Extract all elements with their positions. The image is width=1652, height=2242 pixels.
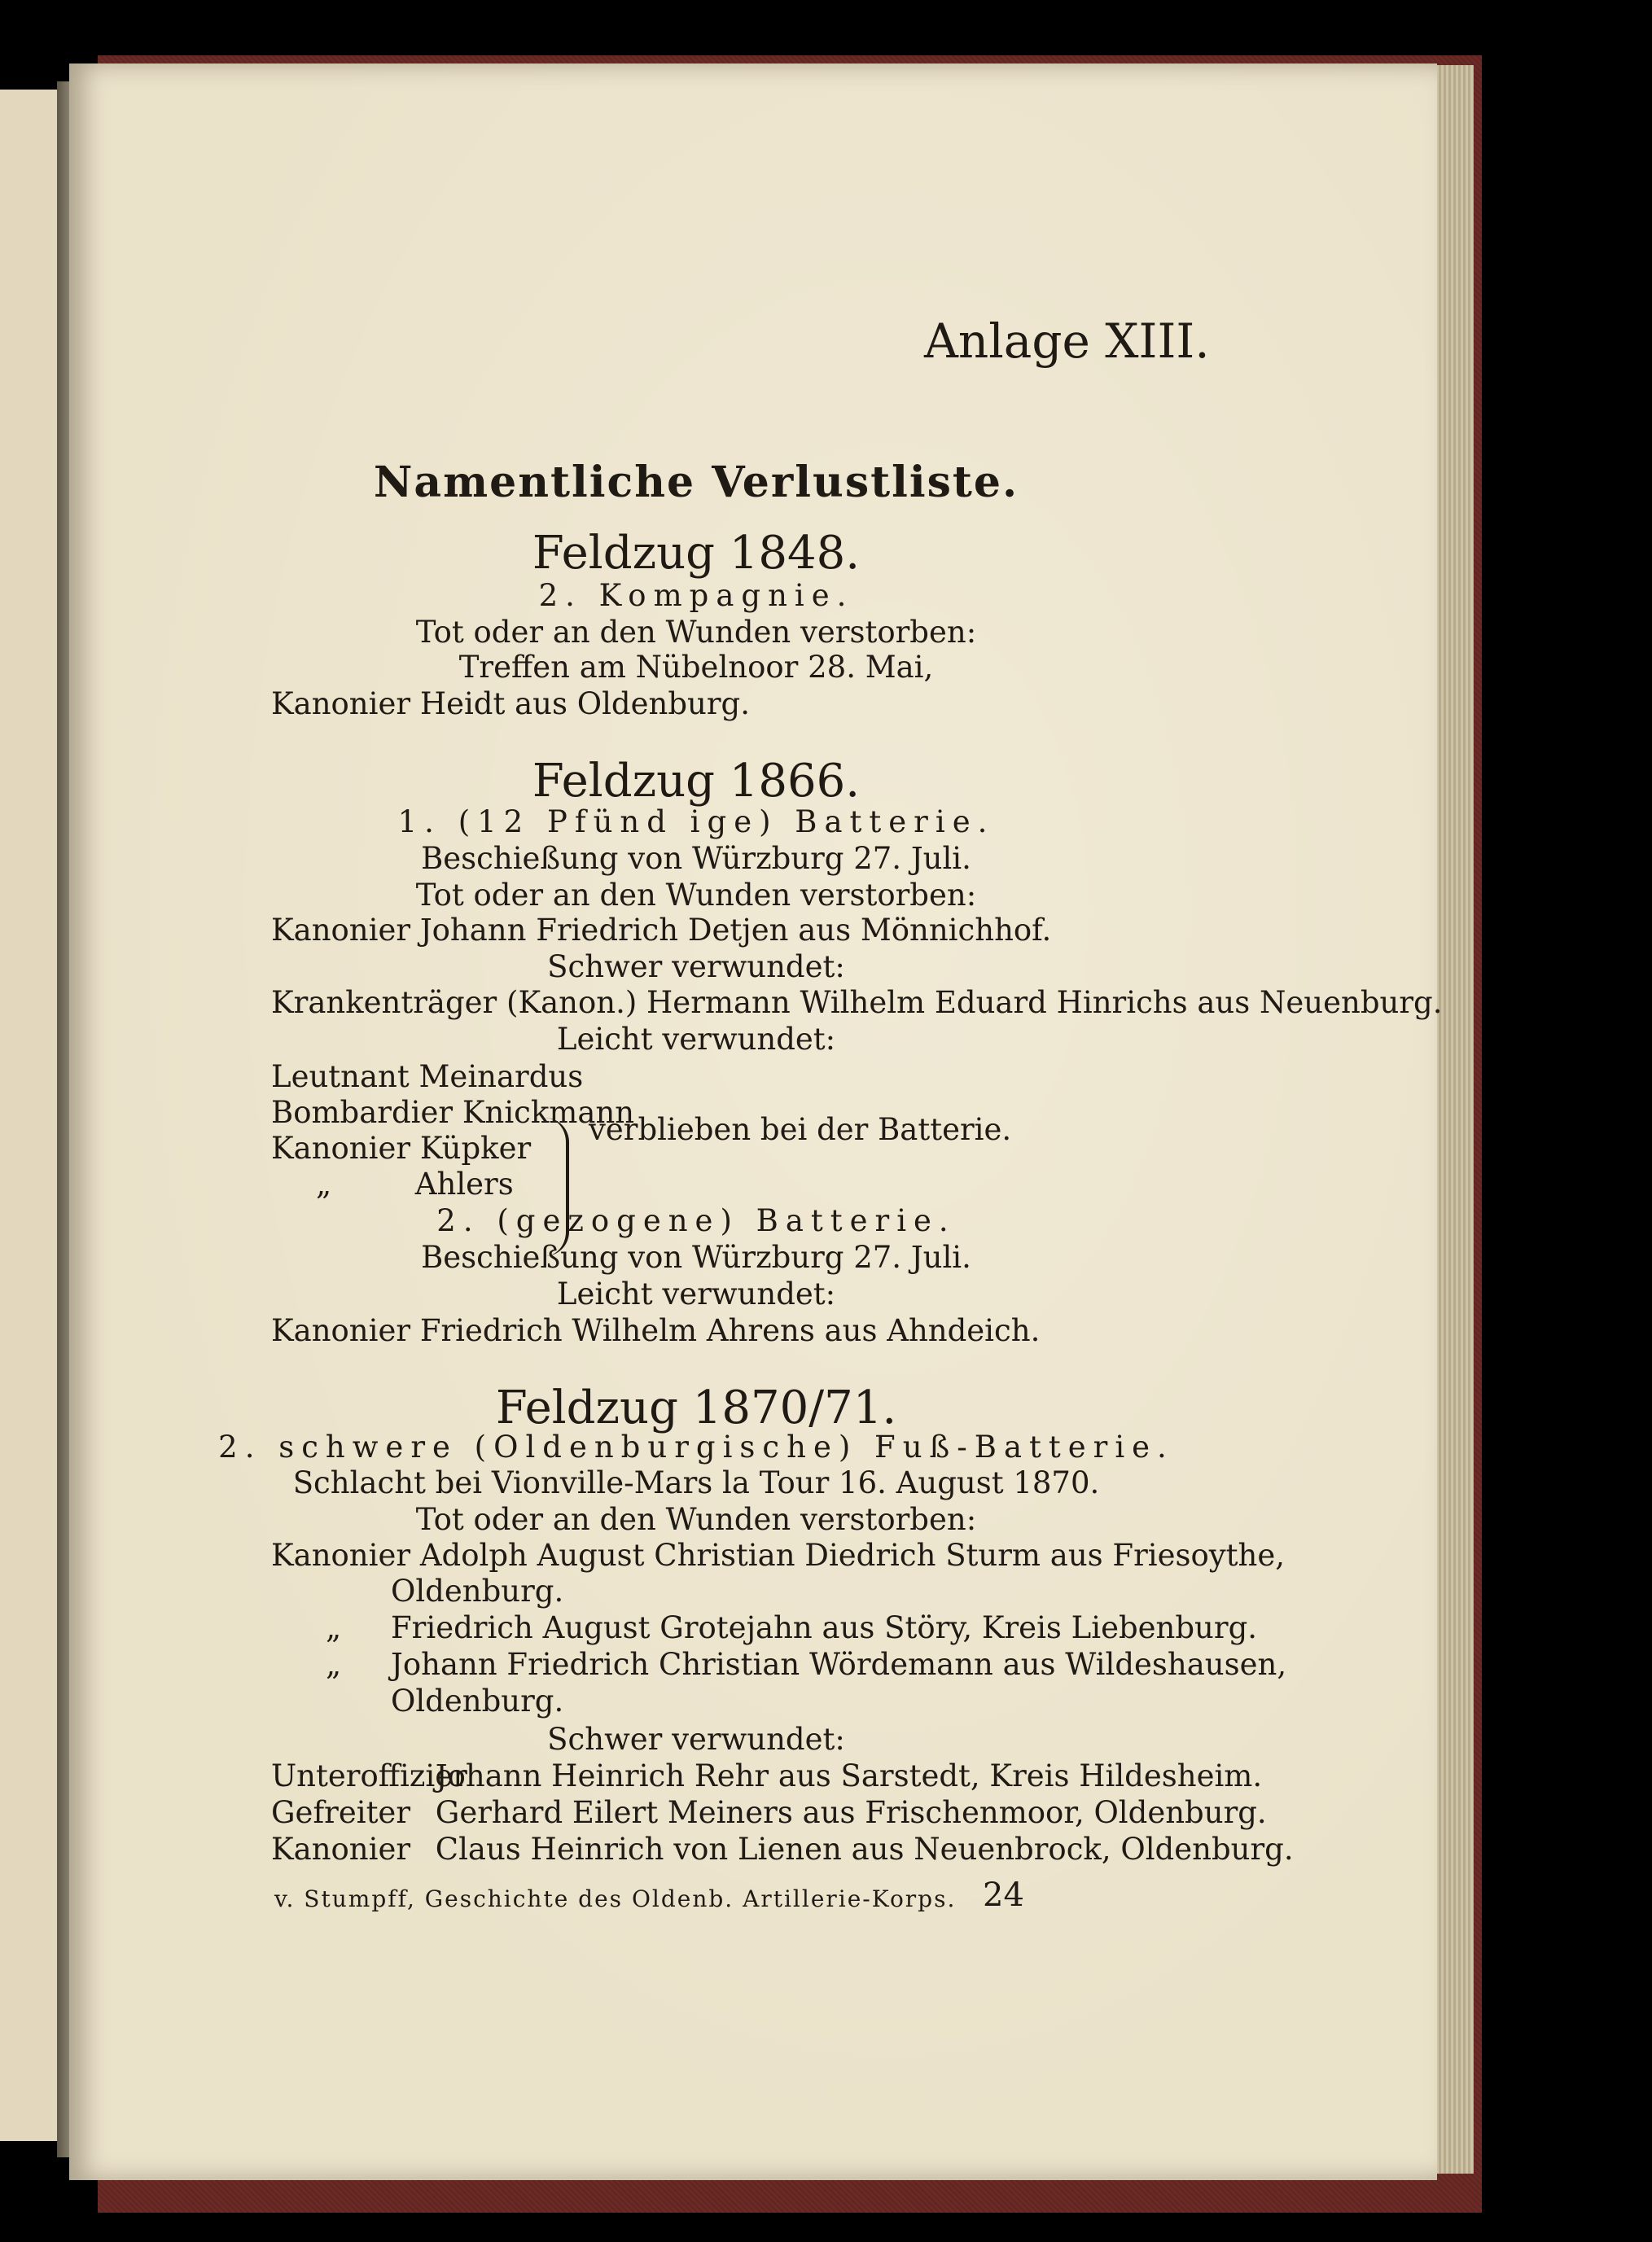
list-name: Knickmann	[462, 1095, 635, 1130]
row-rank: Unteroffizier	[271, 1758, 467, 1793]
footer-signature: v. Stumpff, Geschichte des Oldenb. Artillerie-Korps.	[274, 1885, 957, 1912]
campaign-heading-1866: Feldzug 1866.	[532, 755, 861, 808]
status2-1866: Schwer verwundet:	[547, 949, 845, 984]
entry1b-1870: Oldenburg.	[391, 1574, 564, 1609]
event-1870: Schlacht bei Vionville-Mars la Tour 16. August 1870.	[292, 1465, 1100, 1500]
list-rank: Bombardier	[271, 1095, 454, 1130]
list-row	[271, 1167, 514, 1202]
row-text: Gerhard Eilert Meiners aus Frischenmoor, Oldenburg.	[435, 1795, 1267, 1830]
event-1848: Treffen am Nübelnoor 28. Mai,	[458, 650, 934, 685]
brace-note: verblieben bei der Batterie.	[589, 1112, 1012, 1147]
unit2-1866: 2. (gezogene) Batterie.	[436, 1203, 956, 1238]
row-rank: Kanonier	[271, 1832, 411, 1867]
list-name: Meinardus	[418, 1059, 584, 1094]
status2-1870: Schwer verwundet:	[547, 1722, 845, 1757]
row-text: Johann Heinrich Rehr aus Sarstedt, Kreis Hildesheim.	[435, 1758, 1263, 1793]
page-number: 24	[983, 1876, 1024, 1914]
table-row	[271, 1758, 1262, 1794]
list-name: Ahlers	[414, 1167, 514, 1202]
row-text: Claus Heinrich von Lienen aus Neuenbrock, Oldenburg.	[435, 1832, 1294, 1867]
ditto-mark: „	[326, 1647, 342, 1682]
unit-1848: 2. Kompagnie.	[538, 578, 854, 613]
list-row	[271, 1131, 531, 1167]
entry-1848: Kanonier Heidt aus Oldenburg.	[271, 686, 750, 721]
list-rank: Leutnant	[271, 1059, 410, 1094]
event2-1866: Beschießung von Würzburg 27. Juli.	[421, 1240, 971, 1275]
entry3-1870: Johann Friedrich Christian Wördemann aus Wildeshausen,	[391, 1647, 1287, 1682]
campaign-heading-1870: Feldzug 1870/71.	[495, 1382, 897, 1434]
table-row	[271, 1795, 1267, 1831]
ditto-mark: „	[326, 1610, 342, 1645]
campaign-heading-1848: Feldzug 1848.	[532, 527, 861, 580]
status1-1870: Tot oder an den Wunden verstorben:	[415, 1502, 977, 1537]
page-title: Namentliche Verlustliste.	[373, 458, 1019, 507]
entry1-1870: Kanonier Adolph August Christian Diedrich Sturm aus Friesoythe,	[271, 1538, 1286, 1573]
status4-1866: Leicht verwundet:	[556, 1276, 836, 1311]
status1-1866: Tot oder an den Wunden verstorben:	[415, 878, 977, 913]
list-row	[271, 1059, 583, 1095]
list-rank: Kanonier	[271, 1131, 411, 1166]
list-row	[271, 1095, 634, 1131]
list-name: Küpker	[419, 1131, 532, 1166]
table-row	[271, 1832, 1294, 1868]
row-rank: Gefreiter	[271, 1795, 411, 1830]
entry3b-1870: Oldenburg.	[391, 1684, 564, 1719]
event1-1866: Beschießung von Würzburg 27. Juli.	[421, 841, 971, 876]
unit-1870: 2. schwere (Oldenburgische) Fuß-Batterie.	[218, 1430, 1174, 1465]
unit1-1866: 1. (12 Pfünd ige) Batterie.	[397, 804, 995, 839]
book-page	[69, 63, 1443, 2180]
status3-1866: Leicht verwundet:	[556, 1022, 836, 1057]
entry1-1866: Kanonier Johann Friedrich Detjen aus Mönnichhof.	[271, 913, 1052, 948]
entry2-1870: Friedrich August Grotejahn aus Störy, Kreis Liebenburg.	[391, 1610, 1258, 1645]
appendix-label: Anlage XIII.	[924, 313, 1210, 369]
list-rank: „	[316, 1167, 332, 1202]
entry3-1866: Kanonier Friedrich Wilhelm Ahrens aus Ahndeich.	[271, 1313, 1041, 1348]
status-1848: Tot oder an den Wunden verstorben:	[415, 615, 977, 650]
entry2-1866: Krankenträger (Kanon.) Hermann Wilhelm Eduard Hinrichs aus Neuenburg.	[271, 985, 1443, 1020]
